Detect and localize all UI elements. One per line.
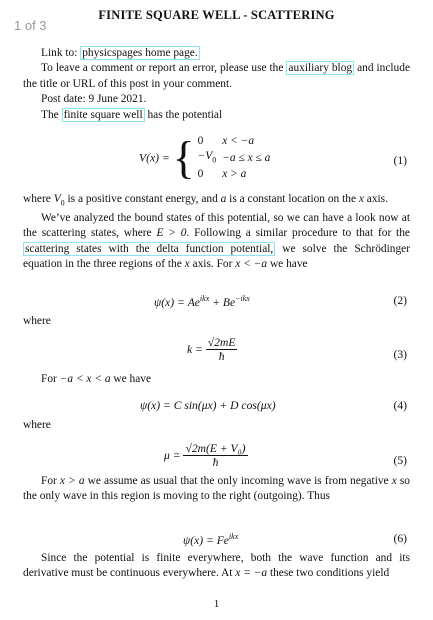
math-var: a: [220, 193, 227, 205]
eq4-body: ψ(x) = C sin(μx) + D cos(μx): [140, 399, 276, 412]
text-span: We’ve analyzed the bound states of this potential, so we can have a look now at the scattering states, where: [23, 211, 410, 240]
equation-number: (6): [393, 532, 407, 545]
math-var: E > 0: [156, 227, 187, 240]
fraction: [183, 442, 247, 469]
equation-number: (5): [393, 454, 407, 467]
comment-text: To leave a comment or report an error, please use the: [41, 62, 287, 75]
document-title: FINITE SQUARE WELL - SCATTERING: [98, 8, 335, 22]
case-condition: −a ≤ x ≤ a: [222, 151, 271, 164]
eq2-body: [154, 294, 250, 309]
text-span: For: [41, 373, 60, 385]
case-condition: x < −a: [222, 135, 255, 147]
text-span: For: [41, 475, 60, 487]
eq3-body: [187, 336, 237, 363]
case-value: 0: [197, 135, 204, 147]
text-span: we have: [110, 373, 152, 385]
math-var: x: [184, 257, 190, 270]
subscript: 0: [60, 198, 65, 208]
finite-square-well-link[interactable]: finite square well: [63, 108, 143, 121]
superscript: ikx: [199, 294, 210, 303]
math-var: x: [358, 193, 364, 205]
home-page-link[interactable]: physicspages home page.: [82, 47, 198, 59]
eq2-lhs: ψ(x) = Ae: [154, 295, 200, 309]
numerator: √2mE: [207, 336, 236, 349]
eq6-body: [183, 532, 238, 547]
denominator: ħ: [218, 350, 225, 363]
post-date: Post date: 9 June 2021.: [41, 93, 147, 106]
text-span: axis. For: [189, 257, 236, 270]
text-span: these two conditions yield: [267, 567, 390, 580]
eq1-lhs: V(x) =: [139, 151, 170, 165]
superscript: ikx: [228, 532, 239, 541]
math-var: V: [53, 193, 61, 205]
continuity-paragraph: [23, 551, 410, 582]
text-span: we assume as usual that the only incoming wave is from negative: [84, 475, 392, 487]
equation-number: (2): [393, 294, 407, 307]
region-3-paragraph: [23, 474, 410, 505]
numerator: √2m(E + V₀): [185, 442, 246, 455]
body-block-2: [23, 192, 410, 272]
math-var: x: [391, 475, 397, 487]
text-span: . Following a similar procedure to that for the: [186, 227, 410, 240]
text-span: is a constant location on the: [226, 193, 359, 205]
cases-table: [198, 134, 277, 182]
case-condition: x > a: [222, 168, 247, 181]
subscript: 0: [212, 155, 217, 165]
page-number: 1: [213, 598, 220, 610]
brace: {: [172, 132, 195, 184]
eq6-lhs: ψ(x) = Fe: [183, 533, 229, 547]
equation-number: (3): [393, 348, 407, 361]
where-2: where: [23, 419, 51, 431]
text-span: we have: [267, 257, 308, 270]
link-paragraph: [23, 46, 410, 61]
math-var: x < −a: [235, 257, 268, 270]
equation-3: [23, 336, 410, 374]
text-span: we solve the Schrödinger equation in the three regions of the: [23, 242, 410, 270]
scattering-paragraph: [23, 211, 410, 273]
math-var: x = −a: [235, 567, 268, 580]
text-span: axis.: [363, 193, 388, 205]
equation-number: (4): [393, 399, 407, 412]
equation-4: [23, 399, 410, 417]
denominator: ħ: [212, 456, 219, 469]
math-var: −a < x < a: [59, 373, 111, 385]
text-span: is a positive constant energy, and: [64, 193, 221, 205]
text-span: where: [23, 193, 54, 205]
comment-paragraph: [23, 61, 410, 92]
v0-paragraph: [23, 192, 410, 211]
link-label: Link to:: [41, 47, 81, 59]
eq5-body: [164, 442, 248, 469]
potential-intro: [23, 108, 410, 123]
where-1: where: [23, 315, 51, 327]
region-2-intro: [23, 372, 410, 387]
equation-2: [23, 294, 410, 312]
text-span: The: [41, 108, 62, 121]
page-counter: 1 of 3: [14, 18, 47, 33]
case-value: [198, 149, 223, 167]
auxiliary-blog-link[interactable]: auxiliary blog: [288, 62, 353, 75]
eq3-lhs: k =: [187, 343, 203, 356]
fraction: [206, 336, 238, 363]
eq5-lhs: μ =: [164, 449, 181, 462]
superscript: −ikx: [235, 294, 250, 303]
equation-1: [23, 134, 410, 190]
text-span: Since the potential is finite everywhere, both the wave function and its derivative must be continuous everywhere. At: [23, 552, 410, 580]
case-value: 0: [197, 168, 204, 181]
equation-6: [23, 532, 410, 550]
text-span: has the potential: [144, 108, 223, 121]
math-var: x > a: [59, 475, 85, 487]
eq2-mid: + Be: [209, 295, 236, 309]
comment-text-end: and include the title or URL of this post in your comment.: [23, 62, 411, 90]
intro-block: [23, 46, 410, 123]
text-span: so the only wave in this region is moving to the right (outgoing). Thus: [23, 475, 411, 503]
case-value-text: −V: [197, 150, 213, 162]
equation-number: (1): [393, 154, 407, 167]
delta-function-link[interactable]: scattering states with the delta function potential,: [25, 242, 274, 255]
